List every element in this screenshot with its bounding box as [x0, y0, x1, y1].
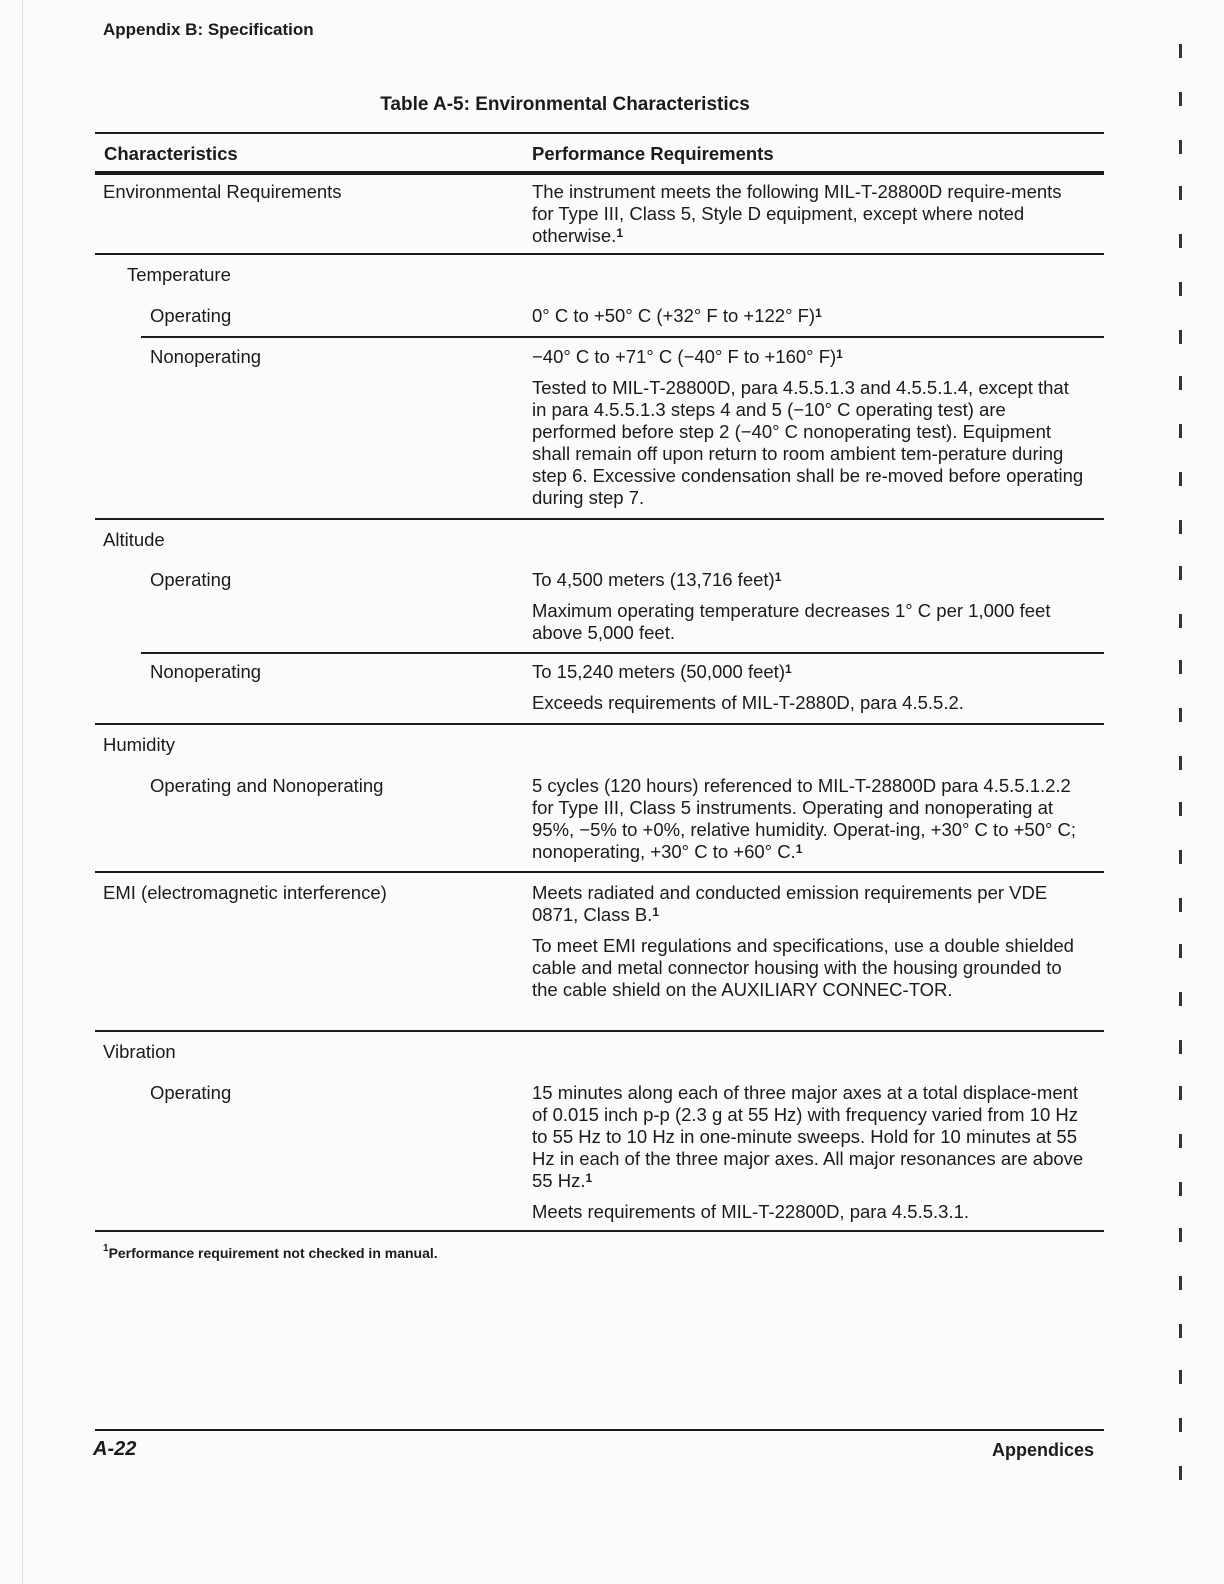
running-header: Appendix B: Specification: [103, 20, 314, 39]
temperature-nonoperating-note: Tested to MIL-T-28800D, para 4.5.5.1.3 and 4.5.5.1.4, except that in para 4.5.5.1.3 steps 4 and 5 (−10° C operating test) are performed before step 2 (−40° C nonoperating test). Equipment shall remain off upon return to room ambient tem-perature during step 6. Excessive condensation shall be re-moved before operating during step 7.: [532, 377, 1084, 508]
binder-mark: [1177, 1228, 1184, 1242]
row-value-altitude-operating: [532, 569, 1087, 644]
row-label-environmental-requirements: Environmental Requirements: [103, 181, 342, 202]
binder-mark: [1177, 898, 1184, 912]
binder-mark: [1177, 1134, 1184, 1148]
row-rule: [95, 1030, 1104, 1032]
binder-mark: [1177, 1040, 1184, 1054]
row-rule: [95, 518, 1104, 520]
row-rule: [95, 253, 1104, 255]
row-label-temperature-operating: Operating: [150, 305, 232, 326]
column-header-performance: Performance Requirements: [532, 143, 774, 164]
binder-mark: [1177, 44, 1184, 58]
row-rule: [95, 723, 1104, 725]
binder-mark: [1177, 1466, 1184, 1480]
binder-mark: [1177, 1086, 1184, 1100]
binder-mark: [1177, 520, 1184, 534]
row-rule: [141, 652, 1104, 654]
row-label-temperature: Temperature: [127, 264, 231, 285]
binder-mark: [1177, 802, 1184, 816]
footnote-marker: 1: [774, 570, 782, 584]
footnote-marker: 1: [815, 306, 822, 320]
row-value-humidity: [532, 775, 1087, 863]
footnote-marker: 1: [784, 662, 792, 676]
emi-text: Meets radiated and conducted emission requirements per VDE 0871, Class B.: [532, 882, 1048, 925]
row-label-vibration-operating: Operating: [150, 1082, 232, 1103]
row-label-emi: EMI (electromagnetic interference): [103, 882, 387, 903]
binder-mark: [1177, 566, 1184, 580]
row-label-temperature-nonoperating: Nonoperating: [150, 346, 262, 367]
column-header-characteristics: Characteristics: [104, 143, 238, 164]
altitude-nonoperating-note: Exceeds requirements of MIL-T-2880D, para 4.5.5.2.: [532, 692, 964, 713]
footnote-marker: 1: [836, 347, 843, 361]
page-number: A-22: [93, 1438, 137, 1460]
table-header-rule: [95, 171, 1104, 175]
environmental-requirements-text: The instrument meets the following MIL-T-28800D require-ments for Type III, Class 5, Style D equipment, except where noted otherwise.: [532, 181, 1062, 246]
binder-mark: [1177, 376, 1184, 390]
row-label-humidity-operating-nonoperating: Operating and Nonoperating: [150, 775, 384, 796]
binder-mark: [1177, 282, 1184, 296]
table-footnote: [103, 1245, 438, 1261]
row-value-vibration-operating: [532, 1082, 1087, 1223]
binder-mark: [1177, 1418, 1184, 1432]
row-label-humidity: Humidity: [103, 734, 175, 755]
row-label-vibration: Vibration: [103, 1041, 176, 1062]
table-title: Table A-5: Environmental Characteristics: [380, 94, 750, 115]
vibration-operating-note: Meets requirements of MIL-T-22800D, para 4.5.5.3.1.: [532, 1201, 970, 1222]
table-top-rule: [95, 132, 1104, 134]
row-rule: [95, 871, 1104, 873]
altitude-operating-note: Maximum operating temperature decreases 1° C per 1,000 feet above 5,000 feet.: [532, 600, 1051, 643]
altitude-operating-text: To 4,500 meters (13,716 feet): [532, 569, 775, 590]
binder-mark: [1177, 1276, 1184, 1290]
row-value-emi: [532, 882, 1087, 1001]
footnote-text: Performance requirement not checked in manual.: [108, 1245, 438, 1261]
footnote-marker: 1: [103, 1243, 109, 1254]
binder-mark: [1177, 708, 1184, 722]
binder-mark: [1177, 92, 1184, 106]
vibration-operating-text: 15 minutes along each of three major axes at a total displace-ment of 0.015 inch p-p (2.3 g at 55 Hz) with frequency varied from 10 Hz to 55 Hz to 10 Hz in one-minute sweeps. Hold for 10 minutes at 55 Hz in each of the three major axes. All major resonances are above 55 Hz.: [532, 1082, 1084, 1191]
binder-mark: [1177, 992, 1184, 1006]
table-bottom-rule: [95, 1230, 1104, 1232]
footer-section: Appendices: [991, 1440, 1094, 1460]
binder-mark: [1177, 330, 1184, 344]
emi-note: To meet EMI regulations and specifications, use a double shielded cable and metal connector housing with the housing grounded to the cable shield on the AUXILIARY CONNEC-TOR.: [532, 935, 1074, 1000]
row-label-altitude-nonoperating: Nonoperating: [150, 661, 262, 682]
binder-mark: [1177, 140, 1184, 154]
binder-mark: [1177, 756, 1184, 770]
footnote-marker: 1: [616, 226, 624, 240]
binder-mark: [1177, 660, 1184, 674]
row-value-altitude-nonoperating: [532, 661, 1087, 714]
binder-mark: [1177, 1182, 1184, 1196]
footer-rule: [95, 1429, 1104, 1431]
binder-mark: [1177, 186, 1184, 200]
altitude-nonoperating-text: To 15,240 meters (50,000 feet): [532, 661, 785, 682]
binder-mark: [1177, 1324, 1184, 1338]
binder-mark: [1177, 944, 1184, 958]
humidity-text: 5 cycles (120 hours) referenced to MIL-T-28800D para 4.5.5.1.2.2 for Type III, Class 5 instruments. Operating and nonoperating at 95%, −5% to +0%, relative humidity. Operat-ing, +30° C to +50° C; nonoperating, +30° C to +60° C.: [532, 775, 1077, 862]
temperature-nonoperating-text: −40° C to +71° C (−40° F to +160° F): [532, 346, 837, 367]
row-label-altitude: Altitude: [103, 529, 165, 550]
binder-mark: [1177, 614, 1184, 628]
binder-mark: [1177, 234, 1184, 248]
binder-mark: [1177, 850, 1184, 864]
row-value-temperature-nonoperating: [532, 346, 1087, 509]
footnote-marker: 1: [652, 905, 660, 919]
temperature-operating-text: 0° C to +50° C (+32° F to +122° F): [532, 305, 816, 326]
binder-mark: [1177, 424, 1184, 438]
footnote-marker: 1: [795, 842, 803, 856]
row-rule: [141, 336, 1104, 338]
row-label-altitude-operating: Operating: [150, 569, 232, 590]
binding-margin-line: [22, 0, 23, 1584]
footnote-marker: 1: [585, 1171, 593, 1185]
row-value-temperature-operating: [532, 305, 1087, 327]
binder-mark: [1177, 472, 1184, 486]
binder-mark: [1177, 1370, 1184, 1384]
row-value-environmental-requirements: [532, 181, 1087, 247]
